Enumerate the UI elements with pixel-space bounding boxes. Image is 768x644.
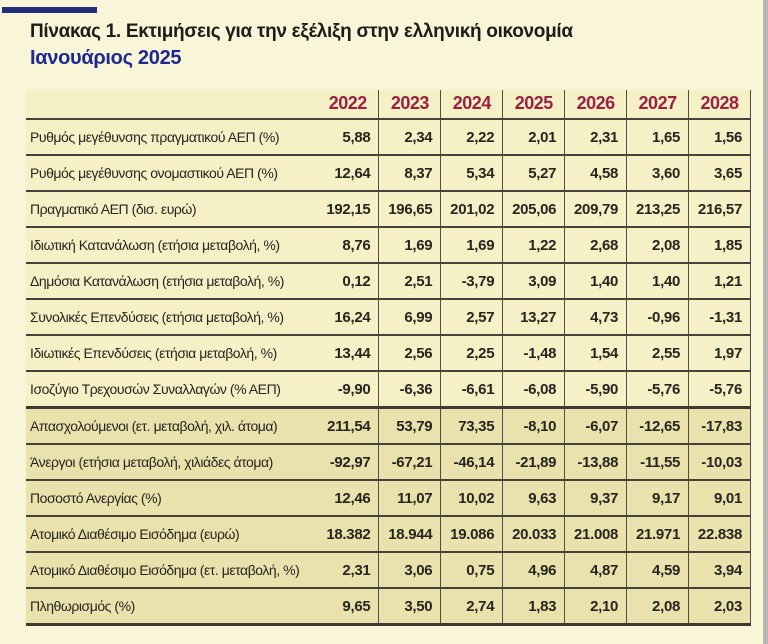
- value-cell: 4,73: [565, 299, 627, 335]
- value-cell: -5,90: [565, 371, 627, 408]
- table-row: [26, 155, 751, 191]
- value-cell: -6,36: [379, 371, 441, 408]
- row-label: Πληθωρισμός (%): [26, 588, 317, 625]
- value-cell: 5,88: [317, 119, 379, 155]
- value-cell: 21.008: [565, 516, 627, 552]
- value-cell: 9,37: [565, 480, 627, 516]
- value-cell: -67,21: [379, 444, 441, 480]
- value-cell: 216,57: [689, 191, 751, 227]
- value-cell: 12,46: [317, 480, 379, 516]
- value-cell: 2,01: [503, 119, 565, 155]
- page-right-edge: [763, 0, 768, 644]
- value-cell: 3,06: [379, 552, 441, 588]
- value-cell: 20.033: [503, 516, 565, 552]
- value-cell: 2,74: [441, 588, 503, 625]
- value-cell: 11,07: [379, 480, 441, 516]
- value-cell: 2,57: [441, 299, 503, 335]
- row-label: Άνεργοι (ετήσια μεταβολή, χιλιάδες άτομα): [26, 444, 317, 480]
- row-label: Ισοζύγιο Τρεχουσών Συναλλαγών (% ΑΕΠ): [26, 371, 317, 408]
- value-cell: 2,03: [689, 588, 751, 625]
- accent-bar: [2, 7, 97, 13]
- value-cell: 6,99: [379, 299, 441, 335]
- value-cell: 201,02: [441, 191, 503, 227]
- value-cell: 1,65: [627, 119, 689, 155]
- row-label: Ατομικό Διαθέσιμο Εισόδημα (ευρώ): [26, 516, 317, 552]
- value-cell: -1,48: [503, 335, 565, 371]
- value-cell: 1,22: [503, 227, 565, 263]
- table-row: [26, 227, 751, 263]
- value-cell: 1,40: [565, 263, 627, 299]
- row-label: Ατομικό Διαθέσιμο Εισόδημα (ετ. μεταβολή, %): [26, 552, 317, 588]
- value-cell: 2,56: [379, 335, 441, 371]
- year-column-header: 2026: [565, 90, 627, 119]
- value-cell: 8,37: [379, 155, 441, 191]
- value-cell: 4,58: [565, 155, 627, 191]
- value-cell: 18.382: [317, 516, 379, 552]
- value-cell: -3,79: [441, 263, 503, 299]
- value-cell: -6,07: [565, 408, 627, 445]
- value-cell: 3,94: [689, 552, 751, 588]
- value-cell: 4,59: [627, 552, 689, 588]
- row-label: Απασχολούμενοι (ετ. μεταβολή, χιλ. άτομα): [26, 408, 317, 445]
- value-cell: 1,40: [627, 263, 689, 299]
- value-cell: 3,60: [627, 155, 689, 191]
- value-cell: 209,79: [565, 191, 627, 227]
- value-cell: -5,76: [689, 371, 751, 408]
- table-title: Πίνακας 1. Εκτιμήσεις για την εξέλιξη στην ελληνική οικονομία: [30, 21, 573, 42]
- value-cell: -8,10: [503, 408, 565, 445]
- value-cell: 2,10: [565, 588, 627, 625]
- value-cell: 9,17: [627, 480, 689, 516]
- value-cell: 1,85: [689, 227, 751, 263]
- value-cell: 8,76: [317, 227, 379, 263]
- value-cell: 9,63: [503, 480, 565, 516]
- value-cell: -1,31: [689, 299, 751, 335]
- value-cell: 9,65: [317, 588, 379, 625]
- value-cell: -12,65: [627, 408, 689, 445]
- value-cell: -11,55: [627, 444, 689, 480]
- table-header-row: [26, 90, 751, 119]
- value-cell: -10,03: [689, 444, 751, 480]
- value-cell: 5,34: [441, 155, 503, 191]
- value-cell: 0,12: [317, 263, 379, 299]
- table-row: [26, 408, 751, 445]
- value-cell: 73,35: [441, 408, 503, 445]
- value-cell: 5,27: [503, 155, 565, 191]
- value-cell: -5,76: [627, 371, 689, 408]
- table-row: [26, 335, 751, 371]
- value-cell: -6,61: [441, 371, 503, 408]
- table-row: [26, 588, 751, 625]
- value-cell: -13,88: [565, 444, 627, 480]
- row-label: Ρυθμός μεγέθυνσης ονομαστικού ΑΕΠ (%): [26, 155, 317, 191]
- value-cell: 1,97: [689, 335, 751, 371]
- value-cell: 3,50: [379, 588, 441, 625]
- table-row: [26, 119, 751, 155]
- value-cell: 13,27: [503, 299, 565, 335]
- row-label: Ρυθμός μεγέθυνσης πραγματικού ΑΕΠ (%): [26, 119, 317, 155]
- value-cell: -9,90: [317, 371, 379, 408]
- value-cell: 2,34: [379, 119, 441, 155]
- value-cell: 2,25: [441, 335, 503, 371]
- year-column-header: 2025: [503, 90, 565, 119]
- value-cell: 2,51: [379, 263, 441, 299]
- row-label: Δημόσια Κατανάλωση (ετήσια μεταβολή, %): [26, 263, 317, 299]
- value-cell: 4,87: [565, 552, 627, 588]
- value-cell: 13,44: [317, 335, 379, 371]
- value-cell: 2,55: [627, 335, 689, 371]
- table-row: [26, 444, 751, 480]
- value-cell: 1,54: [565, 335, 627, 371]
- year-column-header: 2022: [317, 90, 379, 119]
- value-cell: 22.838: [689, 516, 751, 552]
- value-cell: 1,21: [689, 263, 751, 299]
- value-cell: 53,79: [379, 408, 441, 445]
- value-cell: 2,68: [565, 227, 627, 263]
- value-cell: 0,75: [441, 552, 503, 588]
- value-cell: 213,25: [627, 191, 689, 227]
- row-label: Ποσοστό Ανεργίας (%): [26, 480, 317, 516]
- value-cell: 211,54: [317, 408, 379, 445]
- table-body: [26, 119, 751, 625]
- value-cell: 2,31: [317, 552, 379, 588]
- value-cell: 19.086: [441, 516, 503, 552]
- value-cell: -6,08: [503, 371, 565, 408]
- row-label: Ιδιωτικές Επενδύσεις (ετήσια μεταβολή, %): [26, 335, 317, 371]
- label-column-header: [26, 90, 317, 119]
- table-row: [26, 191, 751, 227]
- year-column-header: 2027: [627, 90, 689, 119]
- table-row: [26, 516, 751, 552]
- value-cell: 16,24: [317, 299, 379, 335]
- value-cell: 2,08: [627, 227, 689, 263]
- value-cell: -46,14: [441, 444, 503, 480]
- value-cell: -0,96: [627, 299, 689, 335]
- value-cell: 21.971: [627, 516, 689, 552]
- value-cell: -21,89: [503, 444, 565, 480]
- value-cell: 9,01: [689, 480, 751, 516]
- value-cell: 1,83: [503, 588, 565, 625]
- table-row: [26, 480, 751, 516]
- value-cell: 1,69: [379, 227, 441, 263]
- value-cell: 4,96: [503, 552, 565, 588]
- value-cell: 3,65: [689, 155, 751, 191]
- value-cell: 2,08: [627, 588, 689, 625]
- year-column-header: 2024: [441, 90, 503, 119]
- value-cell: 2,22: [441, 119, 503, 155]
- table-row: [26, 263, 751, 299]
- value-cell: 1,56: [689, 119, 751, 155]
- estimates-table: [26, 90, 751, 626]
- table-row: [26, 299, 751, 335]
- value-cell: 18.944: [379, 516, 441, 552]
- table-row: [26, 371, 751, 408]
- value-cell: 196,65: [379, 191, 441, 227]
- row-label: Πραγματικό ΑΕΠ (δισ. ευρώ): [26, 191, 317, 227]
- value-cell: 2,31: [565, 119, 627, 155]
- year-column-header: 2023: [379, 90, 441, 119]
- value-cell: 12,64: [317, 155, 379, 191]
- row-label: Συνολικές Επενδύσεις (ετήσια μεταβολή, %): [26, 299, 317, 335]
- value-cell: -17,83: [689, 408, 751, 445]
- value-cell: 10,02: [441, 480, 503, 516]
- value-cell: 205,06: [503, 191, 565, 227]
- value-cell: 3,09: [503, 263, 565, 299]
- value-cell: 1,69: [441, 227, 503, 263]
- year-column-header: 2028: [689, 90, 751, 119]
- table-subtitle: Ιανουάριος 2025: [30, 47, 182, 69]
- value-cell: 192,15: [317, 191, 379, 227]
- table-row: [26, 552, 751, 588]
- row-label: Ιδιωτική Κατανάλωση (ετήσια μεταβολή, %): [26, 227, 317, 263]
- value-cell: -92,97: [317, 444, 379, 480]
